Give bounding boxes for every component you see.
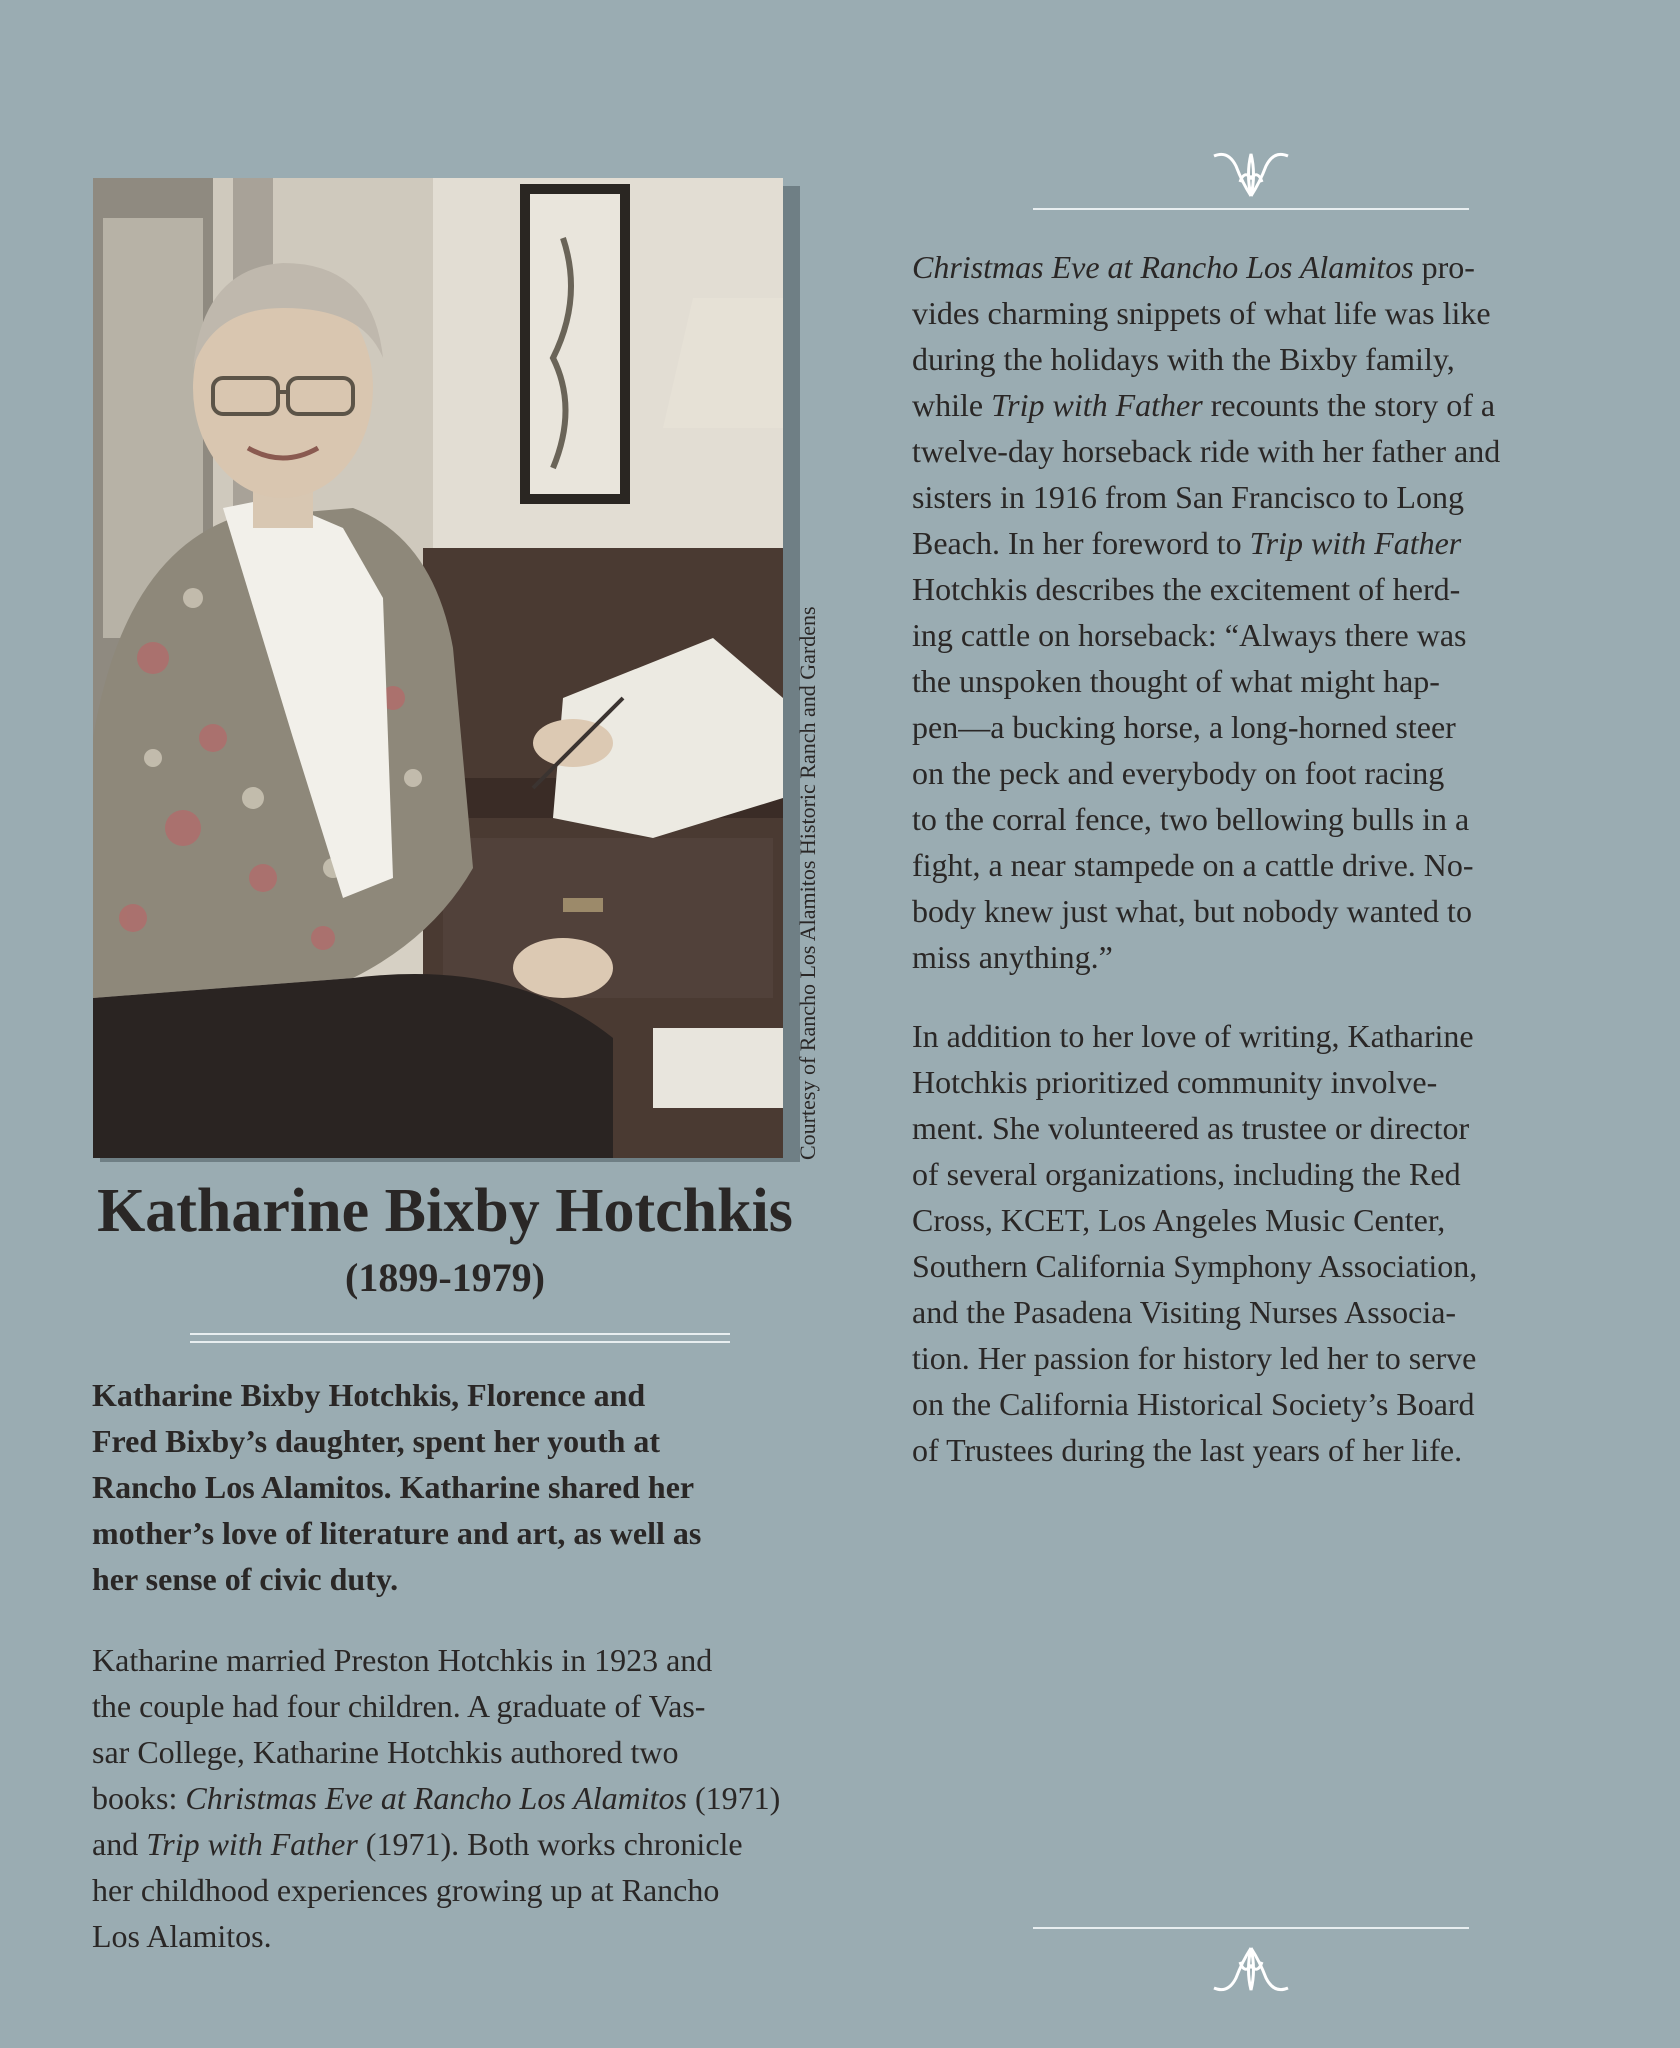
body-line: and the Pasadena Visiting Nurses Associa- — [912, 1294, 1457, 1330]
intro-line: her sense of civic duty. — [92, 1561, 399, 1597]
intro-paragraph — [92, 1372, 832, 1602]
text-run: recounts the story of a — [1202, 387, 1496, 423]
biography-paragraph — [92, 1637, 852, 1959]
life-dates: (1899-1979) — [345, 1255, 545, 1300]
body-line — [912, 382, 1632, 428]
community-paragraph — [912, 1013, 1632, 1473]
body-line — [92, 1821, 852, 1867]
body-line: on the peck and everybody on foot racing — [912, 755, 1445, 791]
body-line: Katharine married Preston Hotchkis in 1923 and — [92, 1642, 713, 1678]
body-line: of Trustees during the last years of her life. — [912, 1432, 1463, 1468]
book-title: Trip with Father — [1249, 525, 1462, 561]
body-line: Hotchkis prioritized community involve- — [912, 1064, 1438, 1100]
body-line — [912, 520, 1632, 566]
body-line: Cross, KCET, Los Angeles Music Center, — [912, 1202, 1446, 1238]
books-paragraph — [912, 244, 1632, 980]
bottom-divider — [1033, 1927, 1469, 1929]
portrait-illustration — [93, 178, 783, 1158]
book-title: Trip with Father — [146, 1826, 358, 1862]
body-line: Hotchkis describes the excitement of herd- — [912, 571, 1461, 607]
body-line: tion. Her passion for history led her to serve — [912, 1340, 1477, 1376]
text-run: pro- — [1413, 249, 1475, 285]
body-line: on the California Historical Society’s Board — [912, 1386, 1475, 1422]
body-line: body knew just what, but nobody wanted to — [912, 893, 1472, 929]
body-line — [92, 1775, 852, 1821]
top-divider — [1033, 208, 1469, 210]
body-line: sar College, Katharine Hotchkis authored two — [92, 1734, 679, 1770]
text-run: books: — [92, 1780, 186, 1816]
body-line: fight, a near stampede on a cattle drive. No- — [912, 847, 1474, 883]
body-line: her childhood experiences growing up at Rancho — [92, 1872, 720, 1908]
body-line: miss anything.” — [912, 939, 1113, 975]
intro-line: Rancho Los Alamitos. Katharine shared her — [92, 1469, 695, 1505]
text-run: while — [912, 387, 992, 423]
body-line: Los Alamitos. — [92, 1918, 272, 1954]
body-line: ing cattle on horseback: “Always there was — [912, 617, 1467, 653]
fleuron-icon — [1210, 1944, 1292, 1996]
body-line: In addition to her love of writing, Katharine — [912, 1018, 1474, 1054]
text-run: (1971). Both works chronicle — [357, 1826, 743, 1862]
photo-credit: Courtesy of Rancho Los Alamitos Historic Ranch and Gardens — [795, 606, 820, 1160]
person-name: Katharine Bixby Hotchkis — [97, 1177, 793, 1245]
intro-line: mother’s love of literature and art, as well as — [92, 1515, 702, 1551]
body-line: to the corral fence, two bellowing bulls in a — [912, 801, 1470, 837]
double-divider — [190, 1333, 730, 1343]
body-line: sisters in 1916 from San Francisco to Long — [912, 479, 1464, 515]
body-line — [912, 244, 1632, 290]
text-run: and — [92, 1826, 147, 1862]
text-run: (1971) — [686, 1780, 781, 1816]
body-line: the couple had four children. A graduate of Vas- — [92, 1688, 706, 1724]
text-run: Beach. In her foreword to — [912, 525, 1250, 561]
body-line: Southern California Symphony Association, — [912, 1248, 1478, 1284]
body-line: the unspoken thought of what might hap- — [912, 663, 1440, 699]
body-line: during the holidays with the Bixby family, — [912, 341, 1455, 377]
intro-line: Katharine Bixby Hotchkis, Florence and — [92, 1377, 646, 1413]
body-line: vides charming snippets of what life was like — [912, 295, 1491, 331]
book-title: Trip with Father — [991, 387, 1203, 423]
portrait-photo — [93, 178, 783, 1158]
book-title: Christmas Eve at Rancho Los Alamitos — [185, 1780, 687, 1816]
book-title: Christmas Eve at Rancho Los Alamitos — [912, 249, 1414, 285]
fleuron-icon — [1210, 148, 1292, 200]
intro-line: Fred Bixby’s daughter, spent her youth at — [92, 1423, 661, 1459]
body-line: pen—a bucking horse, a long-horned steer — [912, 709, 1456, 745]
body-line: twelve-day horseback ride with her father and — [912, 433, 1501, 469]
body-line: ment. She volunteered as trustee or director — [912, 1110, 1470, 1146]
body-line: of several organizations, including the Red — [912, 1156, 1461, 1192]
